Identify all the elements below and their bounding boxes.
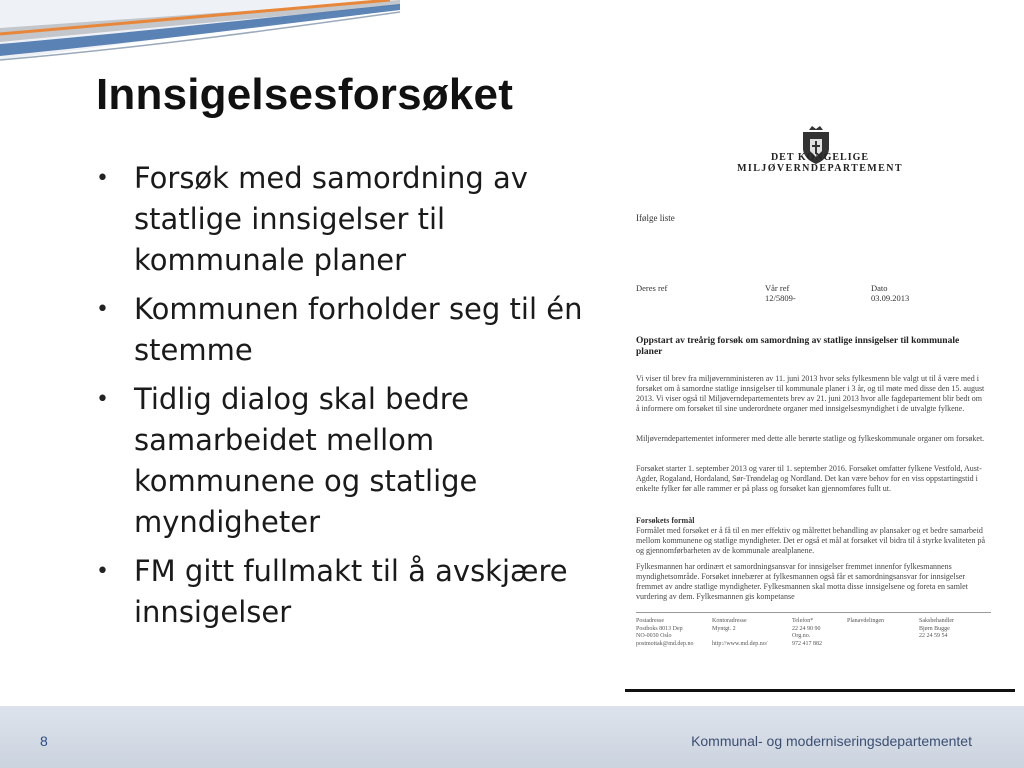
letter-paragraph: Forsøket starter 1. september 2013 og varer til 1. september 2016. Forsøket omfatter fylkene Vestfold, Aust-Agder, Rogaland, Hordaland, Sør-Trøndelag og Nordland. Det kan være behov for en viss oppstartingstid i enkelte fylker før alle rammer er på plass og forsøket kan gjennomføres fullt ut. — [636, 464, 982, 493]
letter-footer-saksbehandler: Saksbehandler Bjørn Bugge 22 24 59 54 — [919, 618, 954, 639]
letterhead-line-2: MILJØVERNDEPARTEMENT — [737, 163, 903, 174]
dato-column — [871, 283, 909, 303]
purpose-text: Formålet med forsøket er å få til en mer effektiv og målrettet behandling av plansaker og et bedre samarbeid mellom kommunene og statlige myndigheter. Det er også et mål at forsøket vil bidra til å styrke kvaliteten på og gjennomførbarheten av de kommunale arealplanene. — [636, 525, 986, 555]
letter-scan-image — [625, 118, 1015, 692]
bullet-text: FM gitt fullmakt til å avskjære innsigelser — [134, 554, 568, 629]
letter-recipient: Ifølge liste — [636, 213, 675, 223]
letter-footer-planavdelingen: Planavdelingen — [847, 618, 884, 624]
letter-subject: Oppstart av treårig forsøk om samordning av statlige innsigelser til kommunale planer — [636, 336, 960, 357]
letter-footer-divider — [636, 612, 991, 613]
letter-footer-telefon: Telefon* 22 24 90 90 Org.no. 972 417 882 — [792, 618, 822, 647]
dato-value: 03.09.2013 — [871, 293, 910, 303]
bullet-item — [96, 551, 616, 633]
var-ref-column — [765, 283, 796, 303]
bullet-text: Kommunen forholder seg til én stemme — [134, 292, 583, 367]
bullet-text: Tidlig dialog skal bedre samarbeidet mellom kommunene og statlige myndigheter — [134, 382, 478, 539]
bullet-marker: • — [96, 166, 109, 191]
bullet-item — [96, 289, 616, 371]
dato-label: Dato — [871, 283, 888, 293]
var-ref-label: Vår ref — [765, 283, 790, 293]
header-swoosh-decoration — [0, 0, 400, 80]
bullet-list — [96, 158, 616, 641]
slide-page-number: 8 — [40, 733, 48, 749]
slide-title: Innsigelsesforsøket — [96, 70, 514, 119]
letter-paragraph: Vi viser til brev fra miljøvernministeren av 11. juni 2013 hvor seks fylkesmenn ble valgt ut til å være med i forsøket om å samordne statlige innsigelser til kommunale planer i 3 år, og til møte med disse den 15. august 2013. Vi viser også til Miljøverndepartementets brev av 21. juni 2013 hvor alle fagdepartement blir bedt om å informere om forsøket til sine underordnete organer med innsigelsesmyndighet i de utvalgte fylkene. — [636, 374, 985, 413]
deres-ref-column — [636, 283, 667, 293]
bullet-marker: • — [96, 559, 109, 584]
bullet-item — [96, 158, 616, 281]
letter-footer-postadresse: Postadresse Postboks 8013 Dep NO-0030 Oslo postmottak@md.dep.no — [636, 618, 694, 647]
letter-footer-kontoradresse: Kontoradresse Myntgt. 2 http://www.md.dep.no/ — [712, 618, 768, 647]
bullet-item — [96, 379, 616, 543]
var-ref-value: 12/5809- — [765, 293, 796, 303]
bullet-marker: • — [96, 387, 109, 412]
letterhead-line-1: DET KONGELIGE — [770, 152, 870, 163]
deres-ref-label: Deres ref — [636, 283, 668, 293]
letter-paragraph: Miljøverndepartementet informerer med dette alle berørte statlige og fylkeskommunale organer om forsøket. — [636, 434, 985, 443]
bullet-text: Forsøk med samordning av statlige innsigelser til kommunale planer — [134, 161, 528, 277]
letter-purpose-section — [636, 516, 986, 556]
footer-department-name: Kommunal- og moderniseringsdepartementet — [691, 733, 972, 749]
bullet-marker: • — [96, 297, 109, 322]
purpose-heading: Forsøkets formål — [636, 516, 695, 525]
letter-paragraph: Fylkesmannen har ordinært et samordningsansvar for innsigelser fremmet innenfor fylkesmannens myndighetsområde. Forsøket innebærer at fylkesmannen også får et samordningsansvar for innsigelser fremmet av andre statlige myndigheter. Fylkesmannen skal motta disse innsigelsene og foreta en samlet vurdering av dem. Fylkesmannen gis kompetanse — [636, 562, 968, 601]
